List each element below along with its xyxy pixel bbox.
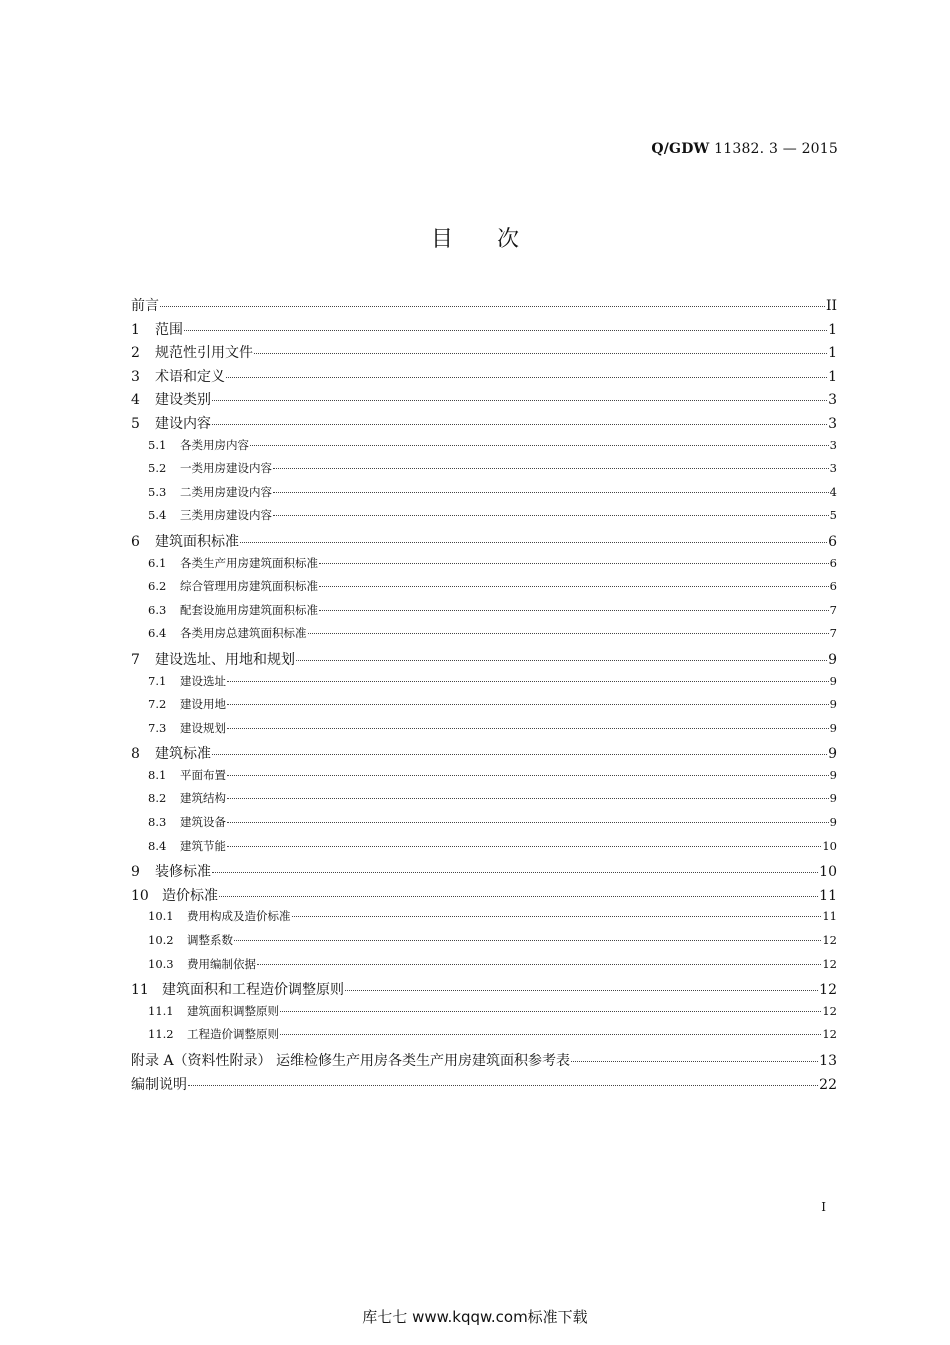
toc-entry[interactable] — [131, 578, 837, 602]
toc-entry[interactable] — [131, 531, 837, 555]
toc-entry-number: 11.1 — [148, 1003, 174, 1018]
toc-entry-number: 11.2 — [148, 1027, 174, 1042]
toc-entry-number: 5.3 — [148, 484, 167, 499]
toc-entry-page: 3 — [829, 461, 837, 476]
toc-entry[interactable] — [131, 507, 837, 531]
toc-leader-dots — [212, 423, 827, 425]
toc-entry-title: 建筑面积标准 — [155, 533, 239, 550]
toc-entry-number: 5.4 — [148, 508, 167, 523]
toc-entry[interactable] — [131, 838, 837, 862]
toc-entry-title: 建设选址、用地和规划 — [155, 651, 295, 668]
toc-entry[interactable] — [131, 460, 837, 484]
toc-leader-dots — [227, 774, 829, 776]
toc-entry-page: 11 — [819, 887, 837, 904]
toc-leader-dots — [226, 376, 827, 378]
toc-entry-page: 3 — [828, 415, 837, 432]
toc-leader-dots — [280, 1033, 821, 1035]
toc-leader-dots — [212, 399, 827, 401]
toc-entry[interactable] — [131, 956, 837, 980]
toc-leader-dots — [273, 467, 829, 469]
toc-entry-title: 建设内容 — [155, 415, 211, 432]
toc-entry-title: 装修标准 — [155, 864, 211, 881]
toc-leader-dots — [345, 989, 818, 991]
table-of-contents — [131, 295, 837, 1097]
toc-entry-number: 7.1 — [148, 673, 167, 688]
toc-entry[interactable] — [131, 814, 837, 838]
toc-entry[interactable] — [131, 767, 837, 791]
toc-entry-page: 1 — [828, 368, 837, 385]
toc-entry-title: 建筑标准 — [155, 746, 211, 763]
toc-leader-dots — [227, 680, 829, 682]
toc-entry-title: 术语和定义 — [155, 368, 225, 385]
toc-entry-title: 各类生产用房建筑面积标准 — [180, 555, 318, 570]
toc-entry-number: 8.4 — [148, 838, 167, 853]
toc-entry-title: 平面布置 — [180, 767, 226, 782]
toc-entry-number: 2 — [131, 345, 140, 362]
toc-entry-page: 12 — [822, 1003, 837, 1018]
toc-entry[interactable] — [131, 555, 837, 579]
toc-entry[interactable] — [131, 437, 837, 461]
toc-entry-title: 建设类别 — [155, 392, 211, 409]
toc-entry-title: 二类用房建设内容 — [180, 484, 272, 499]
toc-entry-page: 9 — [829, 791, 837, 806]
toc-entry[interactable] — [131, 1074, 837, 1098]
toc-leader-dots — [319, 585, 829, 587]
toc-entry-number: 5 — [131, 415, 140, 432]
toc-leader-dots — [250, 444, 829, 446]
toc-entry-number: 7.3 — [148, 720, 167, 735]
toc-entry-number: 8.2 — [148, 791, 167, 806]
toc-entry[interactable] — [131, 790, 837, 814]
toc-leader-dots — [240, 541, 827, 543]
toc-entry-page: 9 — [829, 815, 837, 830]
toc-entry-number: 8.1 — [148, 767, 167, 782]
toc-entry-page: 6 — [829, 579, 837, 594]
toc-entry-number: 5.1 — [148, 437, 167, 452]
toc-leader-dots — [296, 659, 827, 661]
toc-entry-page: 1 — [828, 345, 837, 362]
toc-entry[interactable] — [131, 649, 837, 673]
toc-entry-title: 建设用地 — [180, 697, 226, 712]
toc-entry-page: 9 — [828, 651, 837, 668]
toc-entry-title: 附录 A（资料性附录） 运维检修生产用房各类生产用房建筑面积参考表 — [131, 1053, 571, 1069]
toc-entry[interactable] — [131, 602, 837, 626]
toc-entry-number: 7 — [131, 651, 140, 668]
toc-title-char-1: 目 — [430, 227, 453, 252]
toc-leader-dots — [212, 753, 827, 755]
toc-entry-title: 建筑结构 — [180, 791, 226, 806]
toc-entry-title: 调整系数 — [187, 933, 233, 948]
toc-entry-number: 10 — [131, 887, 149, 904]
document-code-prefix: Q/GDW — [651, 141, 710, 157]
toc-entry-number: 8 — [131, 746, 140, 763]
toc-entry-page: 9 — [829, 697, 837, 712]
toc-leader-dots — [273, 514, 829, 516]
toc-entry[interactable] — [131, 342, 837, 366]
toc-entry-page: 12 — [819, 982, 837, 999]
toc-entry-page: 4 — [829, 484, 837, 499]
toc-entry[interactable] — [131, 484, 837, 508]
toc-entry-page: 3 — [828, 392, 837, 409]
toc-entry-title: 各类用房内容 — [180, 437, 249, 452]
toc-entry[interactable] — [131, 979, 837, 1003]
toc-entry-title: 建筑节能 — [180, 838, 226, 853]
toc-entry-title: 建设规划 — [180, 720, 226, 735]
toc-entry-page: 12 — [822, 933, 837, 948]
document-code — [651, 141, 838, 157]
toc-entry-page: 3 — [829, 437, 837, 452]
toc-entry[interactable] — [131, 1026, 837, 1050]
toc-entry-title: 一类用房建设内容 — [180, 461, 272, 476]
toc-leader-dots — [219, 895, 818, 897]
toc-entry-page: 9 — [828, 746, 837, 763]
toc-leader-dots — [571, 1060, 818, 1062]
toc-leader-dots — [160, 305, 825, 307]
toc-entry-title: 范围 — [155, 321, 183, 338]
toc-entry-page: 6 — [829, 555, 837, 570]
toc-entry-title: 工程造价调整原则 — [187, 1027, 279, 1042]
toc-entry[interactable] — [131, 861, 837, 885]
toc-title — [0, 222, 950, 253]
toc-entry-number: 6.4 — [148, 626, 167, 641]
toc-entry[interactable] — [131, 1003, 837, 1027]
toc-entry-title: 建设选址 — [180, 673, 226, 688]
toc-leader-dots — [273, 491, 829, 493]
toc-entry-page: 13 — [819, 1053, 837, 1069]
page-number: I — [821, 1200, 826, 1214]
toc-entry[interactable] — [131, 366, 837, 390]
toc-entry[interactable] — [131, 389, 837, 413]
toc-leader-dots — [257, 963, 821, 965]
toc-entry-page: 22 — [819, 1076, 837, 1093]
toc-leader-dots — [319, 609, 829, 611]
toc-entry-title: 建筑设备 — [180, 815, 226, 830]
toc-entry-title: 三类用房建设内容 — [180, 508, 272, 523]
toc-entry-number: 1 — [131, 321, 140, 338]
toc-leader-dots — [254, 352, 827, 354]
toc-entry-number: 8.3 — [148, 815, 167, 830]
toc-entry-page: 9 — [829, 673, 837, 688]
toc-entry-title: 费用编制依据 — [187, 956, 256, 971]
toc-entry-page: 12 — [822, 956, 837, 971]
toc-entry-title: 建筑面积和工程造价调整原则 — [162, 982, 344, 999]
toc-leader-dots — [227, 797, 829, 799]
toc-entry-page: 12 — [822, 1027, 837, 1042]
toc-entry[interactable] — [131, 696, 837, 720]
toc-entry[interactable] — [131, 885, 837, 909]
toc-leader-dots — [292, 915, 822, 917]
toc-entry-page: 9 — [829, 767, 837, 782]
toc-entry-page: 11 — [822, 909, 837, 924]
toc-entry-title: 费用构成及造价标准 — [187, 909, 291, 924]
toc-entry-page: 7 — [829, 626, 837, 641]
toc-entry-title: 综合管理用房建筑面积标准 — [180, 579, 318, 594]
toc-entry-number: 10.2 — [148, 933, 174, 948]
toc-entry-title: 各类用房总建筑面积标准 — [180, 626, 307, 641]
toc-leader-dots — [308, 632, 829, 634]
toc-entry[interactable] — [131, 673, 837, 697]
toc-entry-page: 7 — [829, 602, 837, 617]
toc-entry-page: 5 — [829, 508, 837, 523]
toc-leader-dots — [234, 939, 821, 941]
toc-entry-number: 11 — [131, 982, 149, 999]
toc-leader-dots — [184, 329, 827, 331]
toc-entry[interactable] — [131, 1050, 837, 1074]
toc-entry-number: 9 — [131, 864, 140, 881]
toc-leader-dots — [319, 562, 829, 564]
toc-entry-number: 4 — [131, 392, 140, 409]
toc-entry[interactable] — [131, 720, 837, 744]
toc-entry-page: II — [825, 298, 837, 314]
toc-leader-dots — [280, 1010, 821, 1012]
toc-leader-dots — [227, 703, 829, 705]
toc-entry-title: 建筑面积调整原则 — [187, 1003, 279, 1018]
document-code-number: 11382. 3 — 2015 — [709, 141, 838, 157]
toc-leader-dots — [188, 1084, 818, 1086]
toc-entry-number: 3 — [131, 368, 140, 385]
toc-entry-number: 7.2 — [148, 697, 167, 712]
toc-leader-dots — [212, 871, 818, 873]
toc-entry-page: 1 — [828, 321, 837, 338]
toc-entry-number: 6.2 — [148, 579, 167, 594]
toc-title-char-2: 次 — [497, 227, 520, 252]
toc-entry-number: 6 — [131, 533, 140, 550]
toc-entry-number: 6.1 — [148, 555, 167, 570]
toc-entry[interactable] — [131, 932, 837, 956]
toc-entry-page: 10 — [822, 838, 837, 853]
toc-entry-title: 规范性引用文件 — [155, 345, 253, 362]
toc-entry-title: 配套设施用房建筑面积标准 — [180, 602, 318, 617]
toc-entry-title: 造价标准 — [162, 887, 218, 904]
toc-leader-dots — [227, 821, 829, 823]
toc-entry-number: 10.1 — [148, 909, 174, 924]
toc-entry[interactable] — [131, 295, 837, 319]
toc-entry-number: 6.3 — [148, 602, 167, 617]
toc-entry[interactable] — [131, 625, 837, 649]
footer-watermark: 库七七 www.kqqw.com标准下载 — [362, 1308, 588, 1326]
toc-leader-dots — [227, 727, 829, 729]
toc-entry-number: 5.2 — [148, 461, 167, 476]
toc-entry-title: 编制说明 — [131, 1076, 187, 1093]
toc-entry-number: 10.3 — [148, 956, 174, 971]
toc-leader-dots — [227, 845, 821, 847]
toc-entry-title: 前言 — [131, 298, 159, 314]
toc-entry[interactable] — [131, 319, 837, 343]
toc-entry-page: 10 — [819, 864, 837, 881]
toc-entry-page: 9 — [829, 720, 837, 735]
toc-entry-page: 6 — [828, 533, 837, 550]
toc-entry[interactable] — [131, 908, 837, 932]
toc-entry[interactable] — [131, 743, 837, 767]
toc-entry[interactable] — [131, 413, 837, 437]
